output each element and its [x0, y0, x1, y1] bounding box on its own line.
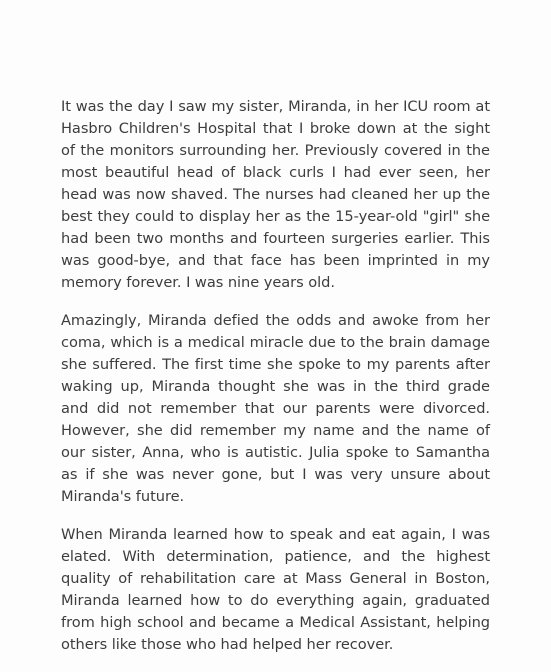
paragraph: It was the day I saw my sister, Miranda, in her ICU room at Hasbro Children's Hospital that I broke down at the sight of the monitors surrounding her. Previously covered in the most beautiful head of black curls I had ever seen, her head was now shaved. The nurses had cleaned her up the best they could to display her as the 15-year-old "girl" she had been two months and fourteen surgeries earlier. This was good-bye, and that face has been imprinted in my memory forever. I was nine years old.: [61, 98, 490, 291]
paragraph: When Miranda learned how to speak and eat again, I was elated. With determination, patience, and the highest quality of rehabilitation care at Mass General in Boston, Miranda learned how to do everything again, graduated from high school and became a Medical Assistant, helping others like those who had helped her recover.: [61, 526, 490, 653]
essay-body: [61, 96, 490, 672]
paragraph: Amazingly, Miranda defied the odds and awoke from her coma, which is a medical miracle due to the brain damage she suffered. The first time she spoke to my parents after waking up, Miranda thought she was in the third grade and did not remember that our parents were divorced. However, she did remember my name and the name of our sister, Anna, who is autistic. Julia spoke to Samantha as if she was never gone, but I was very unsure about Miranda's future.: [61, 312, 490, 505]
